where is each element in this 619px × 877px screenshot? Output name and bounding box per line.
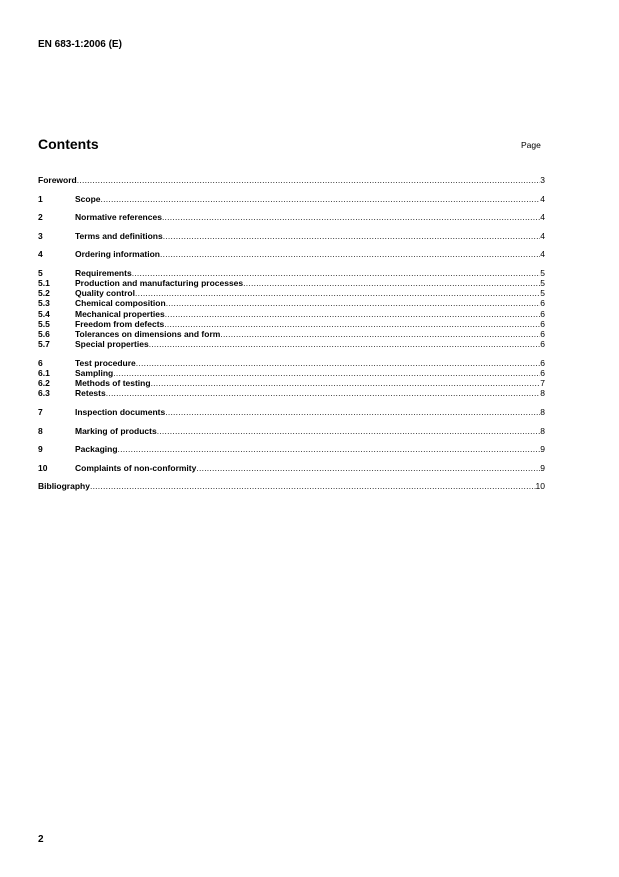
toc-entry-7[interactable] (38, 407, 545, 417)
toc-entry-number: 2 (38, 212, 43, 223)
page-number: 2 (38, 834, 44, 845)
toc-entry-5-1[interactable] (38, 278, 545, 288)
toc-entry-title: Normative references (75, 212, 162, 223)
toc-entry-page: 9 (540, 462, 545, 473)
toc-entry-5-3[interactable] (38, 298, 545, 308)
toc-entry-page: 5 (540, 278, 545, 289)
toc-entry-title: Terms and definitions (75, 230, 163, 241)
toc-entry-title: Freedom from defects (75, 318, 165, 329)
toc-entry-number: 5.7 (38, 339, 50, 350)
toc-entry-title: Sampling (75, 367, 114, 378)
toc-entry-number: 3 (38, 230, 43, 241)
toc-leader-dots (165, 309, 541, 319)
toc-entry-page: 6 (540, 357, 545, 368)
toc-leader-dots (163, 231, 541, 241)
toc-entry-5-7[interactable] (38, 339, 545, 349)
toc-entry-page: 8 (540, 388, 545, 399)
toc-leader-dots (151, 378, 541, 388)
toc-leader-dots (90, 481, 536, 491)
toc-leader-dots (165, 407, 540, 417)
toc-entry-number: 6 (38, 357, 43, 368)
toc-leader-dots (220, 329, 540, 339)
toc-entry-2[interactable] (38, 212, 545, 222)
toc-entry-5[interactable] (38, 268, 545, 278)
toc-entry-number: 7 (38, 406, 43, 417)
toc-entry-number: 5 (38, 267, 43, 278)
toc-leader-dots (164, 319, 540, 329)
toc-entry-number: 5.3 (38, 298, 50, 309)
toc-entry-3[interactable] (38, 231, 545, 241)
toc-entry-page: 4 (540, 212, 545, 223)
toc-leader-dots (132, 268, 541, 278)
toc-entry-title: Marking of products (75, 425, 157, 436)
toc-entry-page: 4 (540, 230, 545, 241)
toc-entry-number: 5.6 (38, 329, 50, 340)
toc-leader-dots (106, 388, 541, 398)
toc-entry-page: 5 (540, 288, 545, 299)
toc-entry-number: 1 (38, 193, 43, 204)
toc-entry-page: 3 (540, 175, 545, 185)
toc-entry-bibliography[interactable] (38, 481, 545, 491)
toc-entry-title: Foreword (38, 175, 77, 185)
toc-entry-title: Methods of testing (75, 378, 151, 389)
toc-entry-page: 6 (540, 367, 545, 378)
toc-entry-number: 5.5 (38, 318, 50, 329)
toc-entry-5-2[interactable] (38, 288, 545, 298)
toc-entry-page: 6 (540, 339, 545, 350)
toc-leader-dots (243, 278, 540, 288)
toc-entry-title: Test procedure (75, 357, 136, 368)
toc-entry-10[interactable] (38, 463, 545, 473)
toc-leader-dots (149, 339, 541, 349)
toc-entry-number: 10 (38, 462, 48, 473)
toc-entry-page: 7 (540, 378, 545, 389)
toc-entry-page: 8 (540, 406, 545, 417)
toc-entry-page: 6 (540, 329, 545, 340)
toc-entry-5-5[interactable] (38, 319, 545, 329)
toc-leader-dots (196, 463, 540, 473)
toc-entry-title: Requirements (75, 267, 132, 278)
toc-entry-number: 9 (38, 444, 43, 455)
toc-entry-title: Production and manufacturing processes (75, 278, 244, 289)
toc-entry-6[interactable] (38, 358, 545, 368)
toc-entry-number: 5.4 (38, 308, 50, 319)
toc-leader-dots (136, 358, 540, 368)
toc-entry-number: 6.2 (38, 378, 50, 389)
table-of-contents (38, 175, 545, 491)
toc-entry-number: 5.2 (38, 288, 50, 299)
toc-leader-dots (160, 249, 540, 259)
toc-entry-title: Retests (75, 388, 106, 399)
toc-entry-5-6[interactable] (38, 329, 545, 339)
toc-leader-dots (157, 426, 541, 436)
toc-entry-6-2[interactable] (38, 378, 545, 388)
toc-leader-dots (135, 288, 540, 298)
toc-entry-page: 8 (540, 425, 545, 436)
toc-entry-title: Inspection documents (75, 406, 166, 417)
toc-entry-page: 10 (535, 481, 545, 492)
toc-entry-6-1[interactable] (38, 368, 545, 378)
toc-entry-page: 9 (540, 444, 545, 455)
toc-entry-8[interactable] (38, 426, 545, 436)
document-identifier: EN 683-1:2006 (E) (38, 39, 122, 50)
toc-entry-9[interactable] (38, 444, 545, 454)
toc-entry-number: 5.1 (38, 278, 50, 289)
toc-entry-title: Complaints of non-conformity (75, 462, 197, 473)
toc-entry-page: 5 (540, 267, 545, 278)
toc-entry-number: 6.3 (38, 388, 50, 399)
toc-entry-number: 6.1 (38, 367, 50, 378)
toc-entry-foreword[interactable] (38, 175, 545, 185)
toc-entry-number: 8 (38, 425, 43, 436)
toc-entry-title: Mechanical properties (75, 308, 165, 319)
toc-entry-title: Ordering information (75, 249, 160, 260)
toc-entry-title: Packaging (75, 444, 118, 455)
toc-entry-page: 4 (540, 249, 545, 260)
toc-entry-page: 6 (540, 308, 545, 319)
toc-entry-5-4[interactable] (38, 309, 545, 319)
toc-entry-page: 6 (540, 298, 545, 309)
toc-entry-title: Scope (75, 193, 101, 204)
toc-leader-dots (162, 212, 540, 222)
toc-entry-title: Quality control (75, 288, 135, 299)
toc-leader-dots (101, 194, 541, 204)
toc-leader-dots (77, 175, 541, 185)
page-column-label: Page (521, 140, 541, 150)
toc-entry-number: 4 (38, 249, 43, 260)
contents-heading: Contents (38, 136, 99, 152)
toc-leader-dots (166, 298, 541, 308)
toc-entry-1[interactable] (38, 194, 545, 204)
toc-entry-6-3[interactable] (38, 388, 545, 398)
toc-entry-title: Tolerances on dimensions and form (75, 329, 221, 340)
toc-entry-title: Chemical composition (75, 298, 166, 309)
toc-entry-page: 6 (540, 318, 545, 329)
toc-entry-page: 4 (540, 193, 545, 204)
toc-entry-title: Bibliography (38, 481, 90, 492)
toc-leader-dots (118, 444, 541, 454)
toc-entry-title: Special properties (75, 339, 149, 350)
toc-entry-4[interactable] (38, 249, 545, 259)
toc-leader-dots (113, 368, 540, 378)
